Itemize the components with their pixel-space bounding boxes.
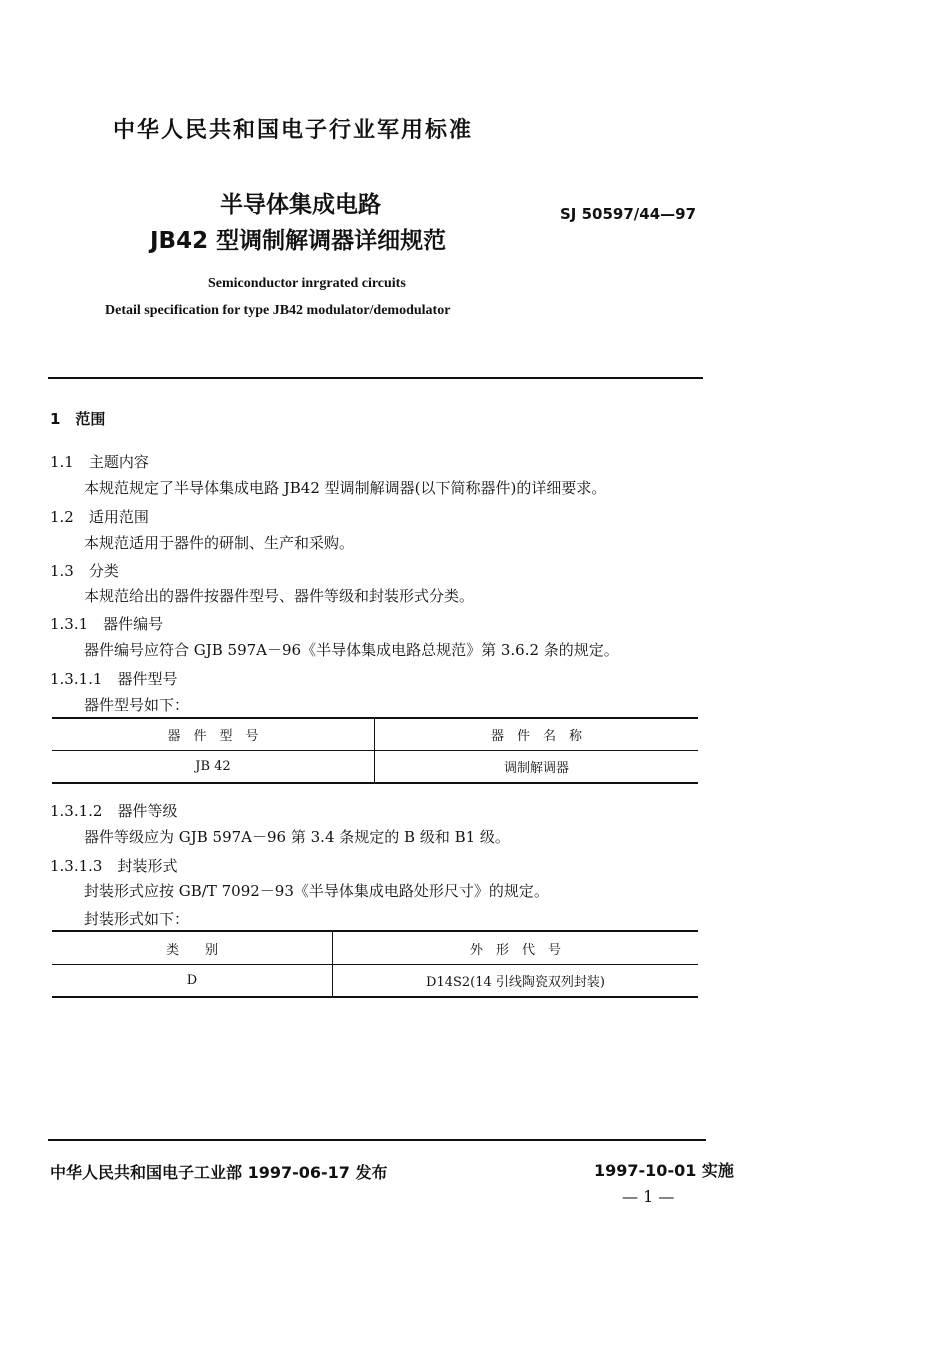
- issue-info: 中华人民共和国电子工业部 1997-06-17 发布: [50, 1163, 388, 1182]
- table-row: [52, 751, 698, 784]
- title-chinese-line2: JB42 型调制解调器详细规范: [150, 228, 447, 254]
- table-header-cell: 器 件 型 号: [52, 718, 375, 751]
- table-header-row: [52, 718, 698, 751]
- section-1-3-1-1-title: 1.3.1.1 器件型号: [50, 670, 178, 688]
- footer-rule: [48, 1139, 706, 1141]
- standard-organization: 中华人民共和国电子行业军用标准: [113, 118, 474, 143]
- table-header-cell: 外 形 代 号: [333, 931, 699, 965]
- title-english-line2: Detail specification for type JB42 modulator/demodulator: [105, 303, 451, 318]
- table-row: [52, 965, 698, 998]
- table-cell: JB 42: [52, 751, 375, 784]
- table-header-row: [52, 931, 698, 965]
- section-1-3-1-3-title: 1.3.1.3 封装形式: [50, 857, 178, 875]
- section-1-3-1-3-body2: 封装形式如下：: [84, 910, 190, 928]
- section-1-3-1-3-body1: 封装形式应按 GB/T 7092－93《半导体集成电路处形尺寸》的规定。: [84, 882, 549, 900]
- standard-code: SJ 50597/44—97: [560, 205, 697, 223]
- section-1-3-body: 本规范给出的器件按器件型号、器件等级和封装形式分类。: [84, 587, 475, 605]
- section-1-title: 1 范围: [50, 410, 106, 428]
- section-1-3-1-1-body: 器件型号如下：: [84, 696, 190, 714]
- effective-date: 1997-10-01 实施: [594, 1161, 734, 1180]
- table-cell: 调制解调器: [503, 761, 569, 776]
- section-1-3-1-body: 器件编号应符合 GJB 597A－96《半导体集成电路总规范》第 3.6.2 条的规定。: [84, 641, 619, 659]
- table-cell: D: [52, 965, 333, 998]
- section-1-1-body: 本规范规定了半导体集成电路 JB42 型调制解调器(以下简称器件)的详细要求。: [84, 479, 607, 497]
- section-1-1-title: 1.1 主题内容: [50, 453, 149, 471]
- section-1-2-body: 本规范适用于器件的研制、生产和采购。: [84, 534, 355, 552]
- title-chinese-line1: 半导体集成电路: [220, 192, 381, 218]
- page-number: — 1 —: [622, 1187, 675, 1206]
- table-header-cell: 类 别: [52, 931, 333, 965]
- section-1-3-1-title: 1.3.1 器件编号: [50, 615, 164, 633]
- device-type-table: [52, 717, 698, 784]
- section-1-3-title: 1.3 分类: [50, 562, 119, 580]
- section-1-3-1-2-body: 器件等级应为 GJB 597A－96 第 3.4 条规定的 B 级和 B1 级。: [84, 828, 510, 846]
- table-header-cell: 器 件 名 称: [375, 718, 699, 751]
- header-rule: [48, 377, 703, 379]
- section-1-2-title: 1.2 适用范围: [50, 508, 149, 526]
- package-table: [52, 930, 698, 998]
- table-cell: D14S2(14 引线陶瓷双列封装): [426, 975, 605, 990]
- section-1-3-1-2-title: 1.3.1.2 器件等级: [50, 802, 178, 820]
- title-english-line1: Semiconductor inrgrated circuits: [208, 276, 406, 291]
